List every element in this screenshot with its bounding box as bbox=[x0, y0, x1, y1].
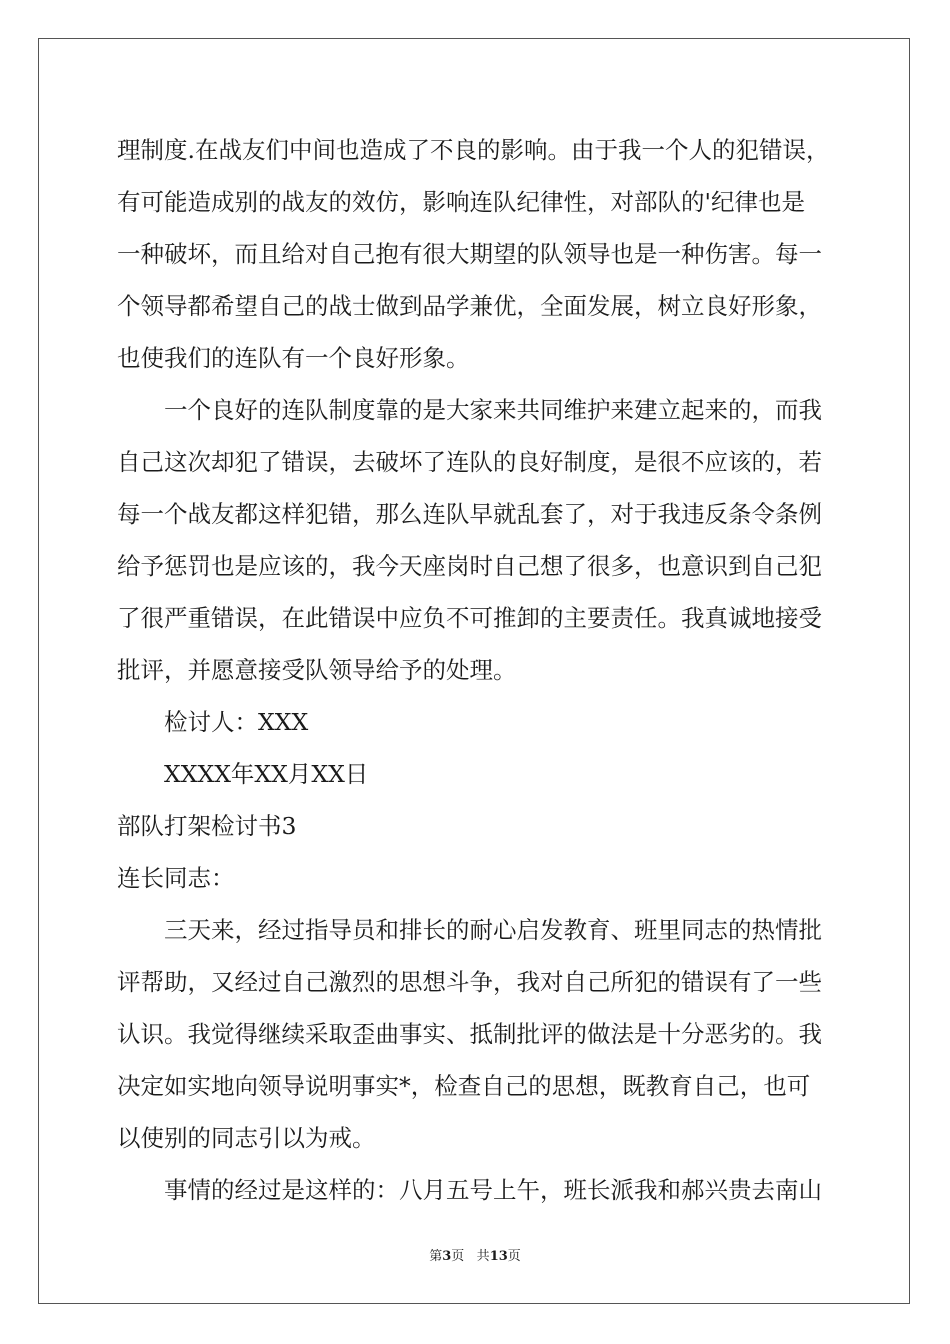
page-footer bbox=[0, 1245, 950, 1264]
text-line: 以使别的同志引以为戒。 bbox=[117, 1124, 376, 1152]
text-line: 决定如实地向领导说明事实*，检查自己的思想，既教育自己，也可 bbox=[117, 1072, 811, 1100]
text-line: 一个良好的连队制度靠的是大家来共同维护来建立起来的，而我 bbox=[164, 396, 822, 424]
text-line: 部队打架检讨书3 bbox=[117, 812, 297, 840]
text-line: 事情的经过是这样的：八月五号上午，班长派我和郝兴贵去南山 bbox=[164, 1176, 822, 1204]
text-line: 批评，并愿意接受队领导给予的处理。 bbox=[117, 656, 517, 684]
text-line: 三天来，经过指导员和排长的耐心启发教育、班里同志的热情批 bbox=[164, 916, 822, 944]
text-line: 理制度.在战友们中间也造成了不良的影响。由于我一个人的犯错误， bbox=[117, 136, 830, 164]
text-line: 有可能造成别的战友的效仿，影响连队纪律性，对部队的'纪律也是 bbox=[117, 188, 805, 216]
text-line: 自己这次却犯了错误，去破坏了连队的良好制度，是很不应该的，若 bbox=[117, 448, 822, 476]
footer-total-suffix: 页 bbox=[507, 1249, 521, 1264]
text-line: 一种破坏，而且给对自己抱有很大期望的队领导也是一种伤害。每一 bbox=[117, 240, 822, 268]
text-line: 也使我们的连队有一个良好形象。 bbox=[117, 344, 470, 372]
text-line: 给予惩罚也是应该的，我今天座岗时自己想了很多，也意识到自己犯 bbox=[117, 552, 822, 580]
text-line: 个领导都希望自己的战士做到品学兼优，全面发展，树立良好形象， bbox=[117, 292, 822, 320]
footer-prefix: 第 bbox=[429, 1249, 443, 1264]
footer-page-suffix: 页 bbox=[451, 1249, 465, 1264]
text-line: 了很严重错误，在此错误中应负不可推卸的主要责任。我真诚地接受 bbox=[117, 604, 822, 632]
text-line: 认识。我觉得继续采取歪曲事实、抵制批评的做法是十分恶劣的。我 bbox=[117, 1020, 822, 1048]
text-line: 检讨人：XXX bbox=[164, 708, 309, 736]
footer-page-number: 3 bbox=[442, 1249, 452, 1264]
text-line: 连长同志： bbox=[117, 864, 235, 892]
text-line: 每一个战友都这样犯错，那么连队早就乱套了，对于我违反条令条例 bbox=[117, 500, 822, 528]
text-line: XXXX年XX月XX日 bbox=[164, 760, 369, 788]
footer-total-pages: 13 bbox=[489, 1249, 508, 1264]
document-body bbox=[117, 124, 837, 1216]
footer-total-prefix: 共 bbox=[476, 1249, 490, 1264]
text-line: 评帮助，又经过自己激烈的思想斗争，我对自己所犯的错误有了一些 bbox=[117, 968, 822, 996]
